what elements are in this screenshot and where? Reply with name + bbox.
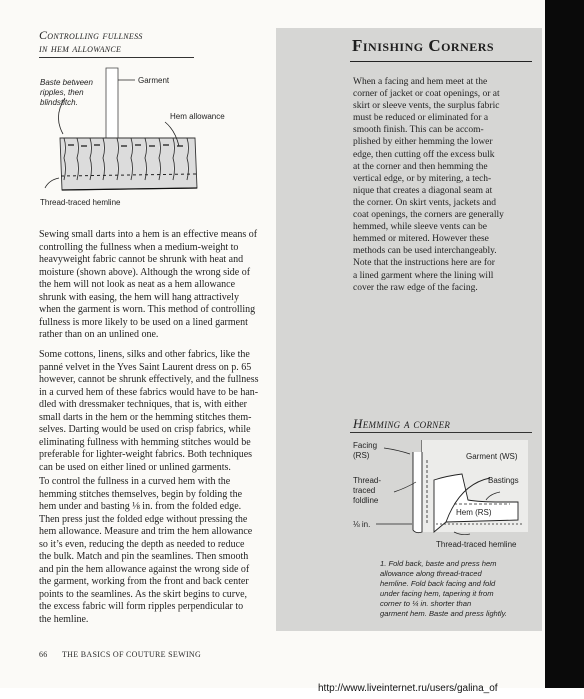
text-line: must be reduced or eliminated for a [353,113,489,124]
text-line: moisture (shown above). Although the wrong side of [39,266,251,278]
text-line: rather than on an unlined one. [39,329,159,340]
text-line: the hemline. [39,613,89,625]
caption-line: garment hem. Baste and press lightly. [380,609,507,618]
caption-line: 1. Fold back, baste and press hem [380,559,497,568]
text-line: heavyweight fabric cannot be shrunk with heat and [39,254,244,265]
label-facing-rs [353,441,377,461]
text-line: When a facing and hem meet at the [353,77,488,87]
text-line: vertical edge, or by mitering, a tech- [353,173,492,184]
text-line: nique that creates a diagonal seam at [353,185,493,196]
section-title-fullness [39,29,143,55]
text-line: panné velvet in the Yves Saint Laurent dress on p. 65 [39,361,252,373]
caption-line: hemline. Fold back facing and fold [380,579,496,588]
label-hem-rs: Hem (RS) [456,508,492,517]
text-line: the corner. On skirt vents, jackets and [353,197,496,208]
section-title-line: in hem allowance [39,41,122,55]
label-line: Facing [353,441,378,450]
caption-line: under facing hem, tapering it from [380,589,494,598]
label-baste-ripples [40,78,93,108]
caption-line: allowance along thread-traced [380,569,482,578]
label-line: traced [353,486,376,495]
hemming-title-rule [350,432,532,433]
text-line: small darts in the hem or the hemming stitches them- [39,411,252,423]
label-thread-traced-hemline: Thread-traced hemline [40,198,121,207]
text-line: the hem will not look as neat as a hem allowance [39,279,236,290]
label-line: foldline [353,496,379,505]
label-line: Baste between [40,78,93,87]
label-thread-traced-foldline [353,476,381,506]
text-line: coat openings, the corners are generally [353,210,504,221]
text-line: a lined garment where the lining will [353,270,494,281]
sidebar-paragraph [353,76,525,294]
sidebar-title-rule [350,61,532,62]
text-line: eliminating fullness with hemming stitches would be [39,436,251,448]
label-eighth-inch: ⅛ in. [353,520,371,529]
label-thread-traced-hemline-2: Thread-traced hemline [436,540,517,549]
text-line: cover the raw edge of the facing. [353,282,478,293]
title-rule [39,57,194,58]
text-line: edge, then cutting off the excess bulk [353,149,495,160]
text-line: hemming stitches themselves, begin by folding the [39,488,243,500]
label-line: blindstitch. [40,98,78,107]
text-line: the excess fabric will form ripples perpendicular to [39,601,244,612]
label-line: Thread- [353,476,382,485]
caption-line: corner to ¼ in. shorter than [380,599,472,608]
text-line: when the garment is worn. This method of controlling [39,304,256,315]
text-line: the garment, working from the front and back center [39,576,249,587]
text-line: can be used on either lined or unlined garments. [39,461,231,473]
text-line: preferable for lighter-weight fabrics. Both techniques [39,449,253,460]
text-line: hemmed, while sleeve vents can be [353,222,488,233]
text-line: To control the fullness in a curved hem with the [39,476,231,487]
text-line: and pin the hem allowance against the wrong side of [39,563,250,575]
text-line: methods can be used interchangeably. [353,246,497,257]
text-line: fullness is more likely to be used on a lined garment [39,316,248,328]
body-paragraph-3 [39,476,265,626]
label-bastings: Bastings [488,476,519,485]
text-line: Some cottons, linens, silks and other fabrics, like the [39,349,250,360]
running-footer: THE BASICS OF COUTURE SEWING [62,650,202,659]
scan-edge [545,0,584,688]
text-line: so it’s even, reducing the depth as needed to reduce [39,538,245,550]
text-line: at the corner and then hemming the [353,161,488,172]
label-line: ripples, then [40,88,84,97]
figure-caption [380,559,528,619]
text-line: the bulk. Match and pin the seamlines. Then smooth [39,551,249,562]
text-line: points to the seamlines. As the skirt begins to curve, [39,588,248,600]
section-title-line: Controlling fullness [39,28,143,42]
text-line: however, cannot be shrunk effectively, and the fullness [39,374,259,385]
watermark-url: http://www.liveinternet.ru/users/galina_of [318,683,498,694]
text-line: hem under and basting ⅛ in. from the folded edge. [39,501,242,512]
text-line: skirt or sleeve vents, the surplus fabric [353,101,500,112]
sidebar-title: Finishing Corners [352,36,495,55]
text-line: in a curved hem of these fabrics would have to be han- [39,386,259,398]
text-line: dled with dressmaker techniques, that is, with either [39,399,248,410]
text-line: Sewing small darts into a hem is an effective means of [39,229,258,240]
body-paragraph-1 [39,229,265,342]
text-line: corner of jacket or coat openings, or at [353,89,500,100]
section-title-hemming-corner: Hemming a corner [353,416,451,431]
text-line: hem allowance. Measure and trim the hem allowance [39,526,253,537]
label-garment-ws: Garment (WS) [466,452,518,461]
text-line: smooth finish. This can be accom- [353,125,484,136]
text-line: hemmed or mitered. However these [353,234,489,245]
body-paragraph-2 [39,349,265,474]
text-line: plished by either hemming the lower [353,137,493,148]
text-line: Note that the instructions here are for [353,258,495,269]
text-line: selves. Darting would be used on crisp fabrics, while [39,424,251,435]
text-line: shrunk with easing, the hem will hang attractively [39,291,239,303]
label-line: (RS) [353,451,370,460]
text-line: controlling the fullness when a medium-weight to [39,241,239,253]
page-number: 66 [39,650,48,659]
text-line: Then press just the folded edge without pressing the [39,513,248,525]
label-hem-allowance: Hem allowance [170,112,225,121]
label-garment: Garment [138,76,170,85]
